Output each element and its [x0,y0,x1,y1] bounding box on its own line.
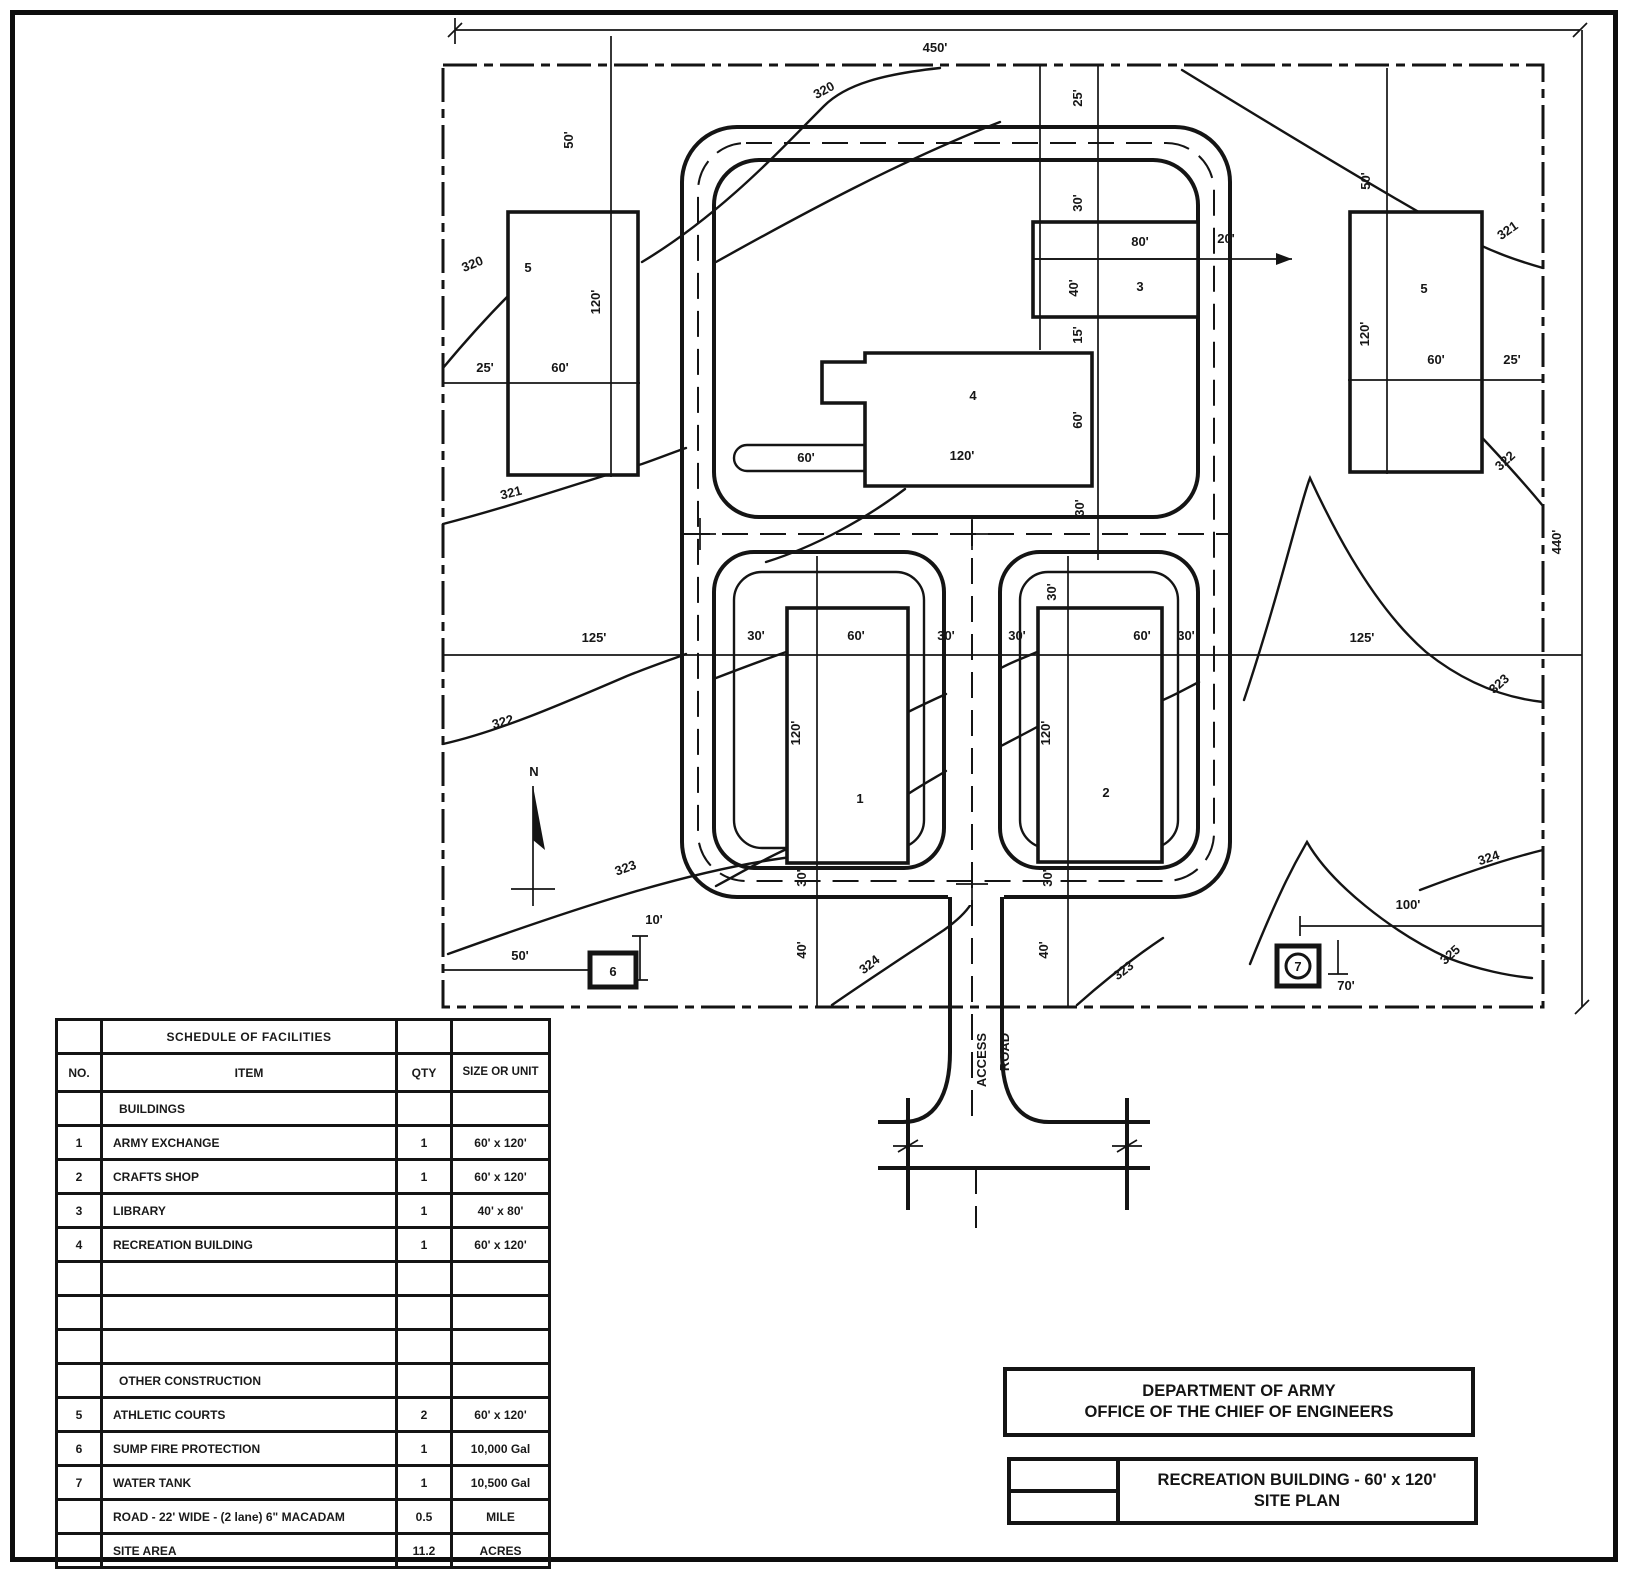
access-road-right-edge [1002,897,1150,1122]
contour-lines [443,68,1543,1005]
athletic-court-left [508,212,638,475]
agency-title-block [1003,1367,1475,1437]
contour-322-right: 322 [1491,447,1519,474]
drawing-title-line1: RECREATION BUILDING - 60' x 120' [1157,1471,1437,1490]
dim-15-b4: 15' [1070,326,1085,344]
col-header-qty: QTY [397,1054,452,1092]
contour-321-left: 321 [498,482,524,503]
schedule-row: BUILDINGS [57,1092,550,1126]
dim-10-sump: 10' [645,912,663,927]
schedule-row: SITE AREA 11.2 ACRES [57,1534,550,1568]
contour-322-left: 322 [490,711,516,732]
contour-325-right: 325 [1436,941,1464,968]
court-right-50: 50' [1358,172,1373,190]
schedule-row: 4 RECREATION BUILDING 1 60' x 120' [57,1228,550,1262]
property-boundary [443,65,1543,1007]
contour-321-right: 321 [1494,217,1521,243]
tank-num: 7 [1294,959,1302,974]
b1-num: 1 [856,791,864,806]
drawing-title-block [1007,1457,1478,1525]
schedule-of-facilities-table [55,1018,551,1569]
access-road-word1: ACCESS [974,1032,989,1088]
schedule-row: 3 LIBRARY 1 40' x 80' [57,1194,550,1228]
dim-70-tank: 70' [1337,978,1355,993]
b4-num: 4 [969,388,977,403]
court-left-120: 120' [588,289,603,315]
col-header-size: SIZE OR UNIT [452,1054,550,1092]
col-header-item: ITEM [102,1054,397,1092]
b3-80: 80' [1131,234,1149,249]
contour-324-right: 324 [1475,847,1502,869]
dim-top-450: 450' [922,40,948,55]
court-right-num: 5 [1420,281,1428,296]
contour-320-left: 320 [459,252,486,275]
dim-right-440: 440' [1549,529,1564,555]
dim-125-left: 125' [581,630,607,645]
north-arrow [511,786,555,906]
dim-30-b4: 30' [1072,499,1087,517]
dim-125-right: 125' [1349,630,1375,645]
dim-50-topleft: 50' [561,131,576,149]
buildings [508,212,1482,863]
schedule-row: 1 ARMY EXCHANGE 1 60' x 120' [57,1126,550,1160]
schedule-row: 6 SUMP FIRE PROTECTION 1 10,000 Gal [57,1432,550,1466]
schedule-row: ROAD - 22' WIDE - (2 lane) 6" MACADAM 0.5 MILE [57,1500,550,1534]
dim-25-right: 25' [1503,352,1521,367]
building-1-army-exchange [787,608,908,863]
court-right-60: 60' [1427,352,1445,367]
schedule-row [57,1296,550,1330]
dim-30-c: 30' [1008,628,1026,643]
north-letter: N [529,764,539,779]
schedule-title-spacer [57,1020,102,1054]
schedule-row: 2 CRAFTS SHOP 1 60' x 120' [57,1160,550,1194]
building-3-library [1033,222,1198,317]
dim-25-left: 25' [476,360,494,375]
dim-40-left-access: 40' [794,941,809,959]
contour-323-access: 323 [1110,957,1137,984]
b2-120: 120' [1038,720,1053,746]
drawing-title-line2: SITE PLAN [1253,1492,1341,1510]
dim-30-b1-bottom: 30' [794,869,809,887]
b3-40: 40' [1066,279,1081,297]
dim-50-sump: 50' [511,948,529,963]
walkway-60: 60' [797,450,815,465]
dim-100-tank: 100' [1395,897,1421,912]
court-right-120: 120' [1357,321,1372,347]
dim-30-b2-bottom: 30' [1040,869,1055,887]
b3-20: 20' [1217,231,1235,246]
b1-120: 120' [788,720,803,746]
building-2-crafts-shop [1038,608,1162,862]
court-left-60: 60' [551,360,569,375]
schedule-row [57,1330,550,1364]
dim-25-topline: 25' [1070,89,1085,107]
dim-60-b1: 60' [847,628,865,643]
dim-30-a: 30' [747,628,765,643]
court-left-num: 5 [524,260,532,275]
agency-line1: DEPARTMENT OF ARMY [1142,1382,1336,1401]
contour-323-right: 323 [1485,670,1513,697]
agency-line2: OFFICE OF THE CHIEF OF ENGINEERS [1084,1403,1394,1421]
access-road-word2: ROAD [997,1032,1012,1072]
schedule-row [57,1262,550,1296]
dim-60-b4: 60' [1070,411,1085,429]
col-header-no: NO. [57,1054,102,1092]
schedule-title: SCHEDULE OF FACILITIES [102,1020,397,1054]
dim-30-d: 30' [1177,628,1195,643]
contour-323-left: 323 [612,857,639,879]
schedule-row: 7 WATER TANK 1 10,500 Gal [57,1466,550,1500]
title-block-stub [1011,1461,1120,1521]
schedule-row: OTHER CONSTRUCTION [57,1364,550,1398]
building-4-recreation [822,353,1092,486]
dim-30-topline: 30' [1070,194,1085,212]
dim-30-b2-top: 30' [1044,583,1059,601]
sump-num: 6 [609,964,617,979]
dim-60-b2: 60' [1133,628,1151,643]
dim-40-right-access: 40' [1036,941,1051,959]
b2-num: 2 [1102,785,1110,800]
schedule-row: 5 ATHLETIC COURTS 2 60' x 120' [57,1398,550,1432]
b3-num: 3 [1136,279,1144,294]
access-road-left-edge [878,897,950,1122]
contour-324-access: 324 [856,951,883,978]
contour-320-top: 320 [810,78,837,102]
b4-120: 120' [949,448,975,463]
dim-30-b: 30' [937,628,955,643]
